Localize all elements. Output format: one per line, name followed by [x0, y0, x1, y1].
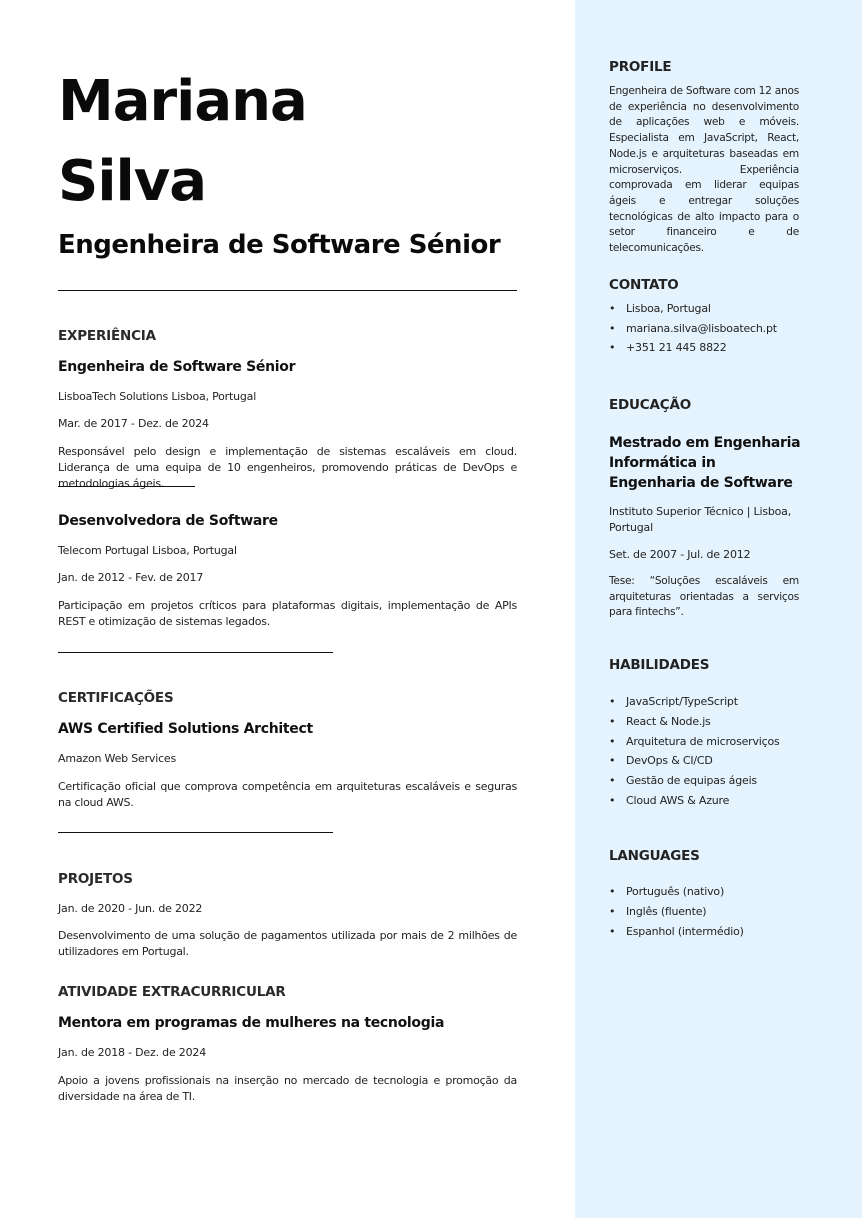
job-dates: Jan. de 2012 - Fev. de 2017	[58, 571, 204, 584]
bullet: •	[609, 925, 616, 938]
job-description: Responsável pelo design e implementação de sistemas escaláveis em cloud. Liderança de uma equipa de 10 engenheiros, promovendo práticas de DevOps e metodologias ágeis.	[58, 445, 517, 490]
header-divider	[58, 290, 517, 291]
skills-list	[609, 695, 780, 814]
project-dates: Jan. de 2020 - Jun. de 2022	[58, 902, 203, 915]
contact-list	[609, 302, 777, 361]
certification-issuer: Amazon Web Services	[58, 752, 177, 765]
section-divider	[58, 832, 333, 833]
bullet: •	[609, 905, 616, 918]
language-item: • Português (nativo)	[609, 885, 725, 898]
section-title-education: EDUCAÇÃO	[609, 397, 691, 413]
job-dates: Mar. de 2017 - Dez. de 2024	[58, 417, 209, 430]
contact-phone[interactable]: • +351 21 445 8822	[609, 341, 727, 354]
languages-list	[609, 885, 744, 945]
extracurricular-role: Mentora em programas de mulheres na tecnologia	[58, 1015, 445, 1031]
section-title-projects: PROJETOS	[58, 871, 133, 887]
headline: Engenheira de Software Sénior	[58, 230, 501, 260]
skill-item: • JavaScript/TypeScript	[609, 695, 738, 708]
full-name	[58, 62, 307, 222]
bullet: •	[609, 754, 616, 768]
contact-email[interactable]: • mariana.silva@lisboatech.pt	[609, 321, 777, 335]
bullet: •	[609, 885, 616, 898]
education-institution: Instituto Superior Técnico | Lisboa, Portugal	[609, 505, 792, 534]
profile-text: Engenheira de Software com 12 anos de experiência no desenvolvimento de aplicações web e móveis. Especialista em JavaScript, React, Node.js e arquiteturas baseadas em microserviços. Experiência comprovada em liderar equipas ágeis e entregar soluções tecnológicas de alto impacto para o setor financeiro e de telecomunicações.	[609, 85, 799, 255]
extracurricular-dates: Jan. de 2018 - Dez. de 2024	[58, 1046, 206, 1059]
bullet: •	[609, 695, 616, 708]
language-item: • Espanhol (intermédio)	[609, 925, 744, 938]
job-company: LisboaTech Solutions Lisboa, Portugal	[58, 390, 257, 403]
skill-item: • React & Node.js	[609, 714, 711, 728]
bullet: •	[609, 321, 616, 335]
bullet: •	[609, 302, 616, 315]
section-title-experience: EXPERIÊNCIA	[58, 328, 156, 344]
project-description: Desenvolvimento de uma solução de pagamentos utilizada por mais de 2 milhões de utilizadores em Portugal.	[58, 929, 517, 958]
job-title: Desenvolvedora de Software	[58, 513, 278, 529]
certification-name: AWS Certified Solutions Architect	[58, 721, 313, 737]
job-description: Participação em projetos críticos para plataformas digitais, implementação de APIs REST e otimização de sistemas legados.	[58, 599, 517, 628]
last-name: Silva	[58, 149, 207, 214]
education-thesis: Tese: “Soluções escaláveis em arquiteturas orientadas a serviços para fintechs”.	[609, 575, 799, 619]
job-divider	[58, 486, 195, 487]
contact-location: • Lisboa, Portugal	[609, 302, 711, 315]
bullet: •	[609, 793, 616, 807]
section-divider	[58, 652, 333, 653]
section-title-languages: LANGUAGES	[609, 848, 700, 864]
job-company: Telecom Portugal Lisboa, Portugal	[58, 544, 237, 557]
certification-description: Certificação oficial que comprova competência em arquiteturas escaláveis e seguras na cloud AWS.	[58, 780, 517, 809]
bullet: •	[609, 341, 616, 354]
education-dates: Set. de 2007 - Jul. de 2012	[609, 548, 751, 561]
job-title: Engenheira de Software Sénior	[58, 359, 296, 375]
extracurricular-description: Apoio a jovens profissionais na inserção no mercado de tecnologia e promoção da diversidade na área de TI.	[58, 1074, 517, 1103]
section-title-skills: HABILIDADES	[609, 657, 710, 673]
bullet: •	[609, 714, 616, 728]
skill-item: • Cloud AWS & Azure	[609, 793, 730, 807]
section-title-extracurricular: ATIVIDADE EXTRACURRICULAR	[58, 984, 286, 1000]
section-title-profile: PROFILE	[609, 59, 672, 75]
education-degree: Mestrado em Engenharia Informática in Engenharia de Software	[609, 435, 801, 491]
sidebar	[575, 0, 862, 1218]
skill-item: • Arquitetura de microserviços	[609, 734, 780, 748]
skill-item: • DevOps & CI/CD	[609, 754, 713, 768]
section-title-contact: CONTATO	[609, 277, 679, 293]
section-title-certifications: CERTIFICAÇÕES	[58, 690, 174, 706]
bullet: •	[609, 734, 616, 748]
skill-item: • Gestão de equipas ágeis	[609, 774, 757, 788]
first-name: Mariana	[58, 69, 307, 134]
bullet: •	[609, 774, 616, 788]
language-item: • Inglês (fluente)	[609, 905, 707, 918]
